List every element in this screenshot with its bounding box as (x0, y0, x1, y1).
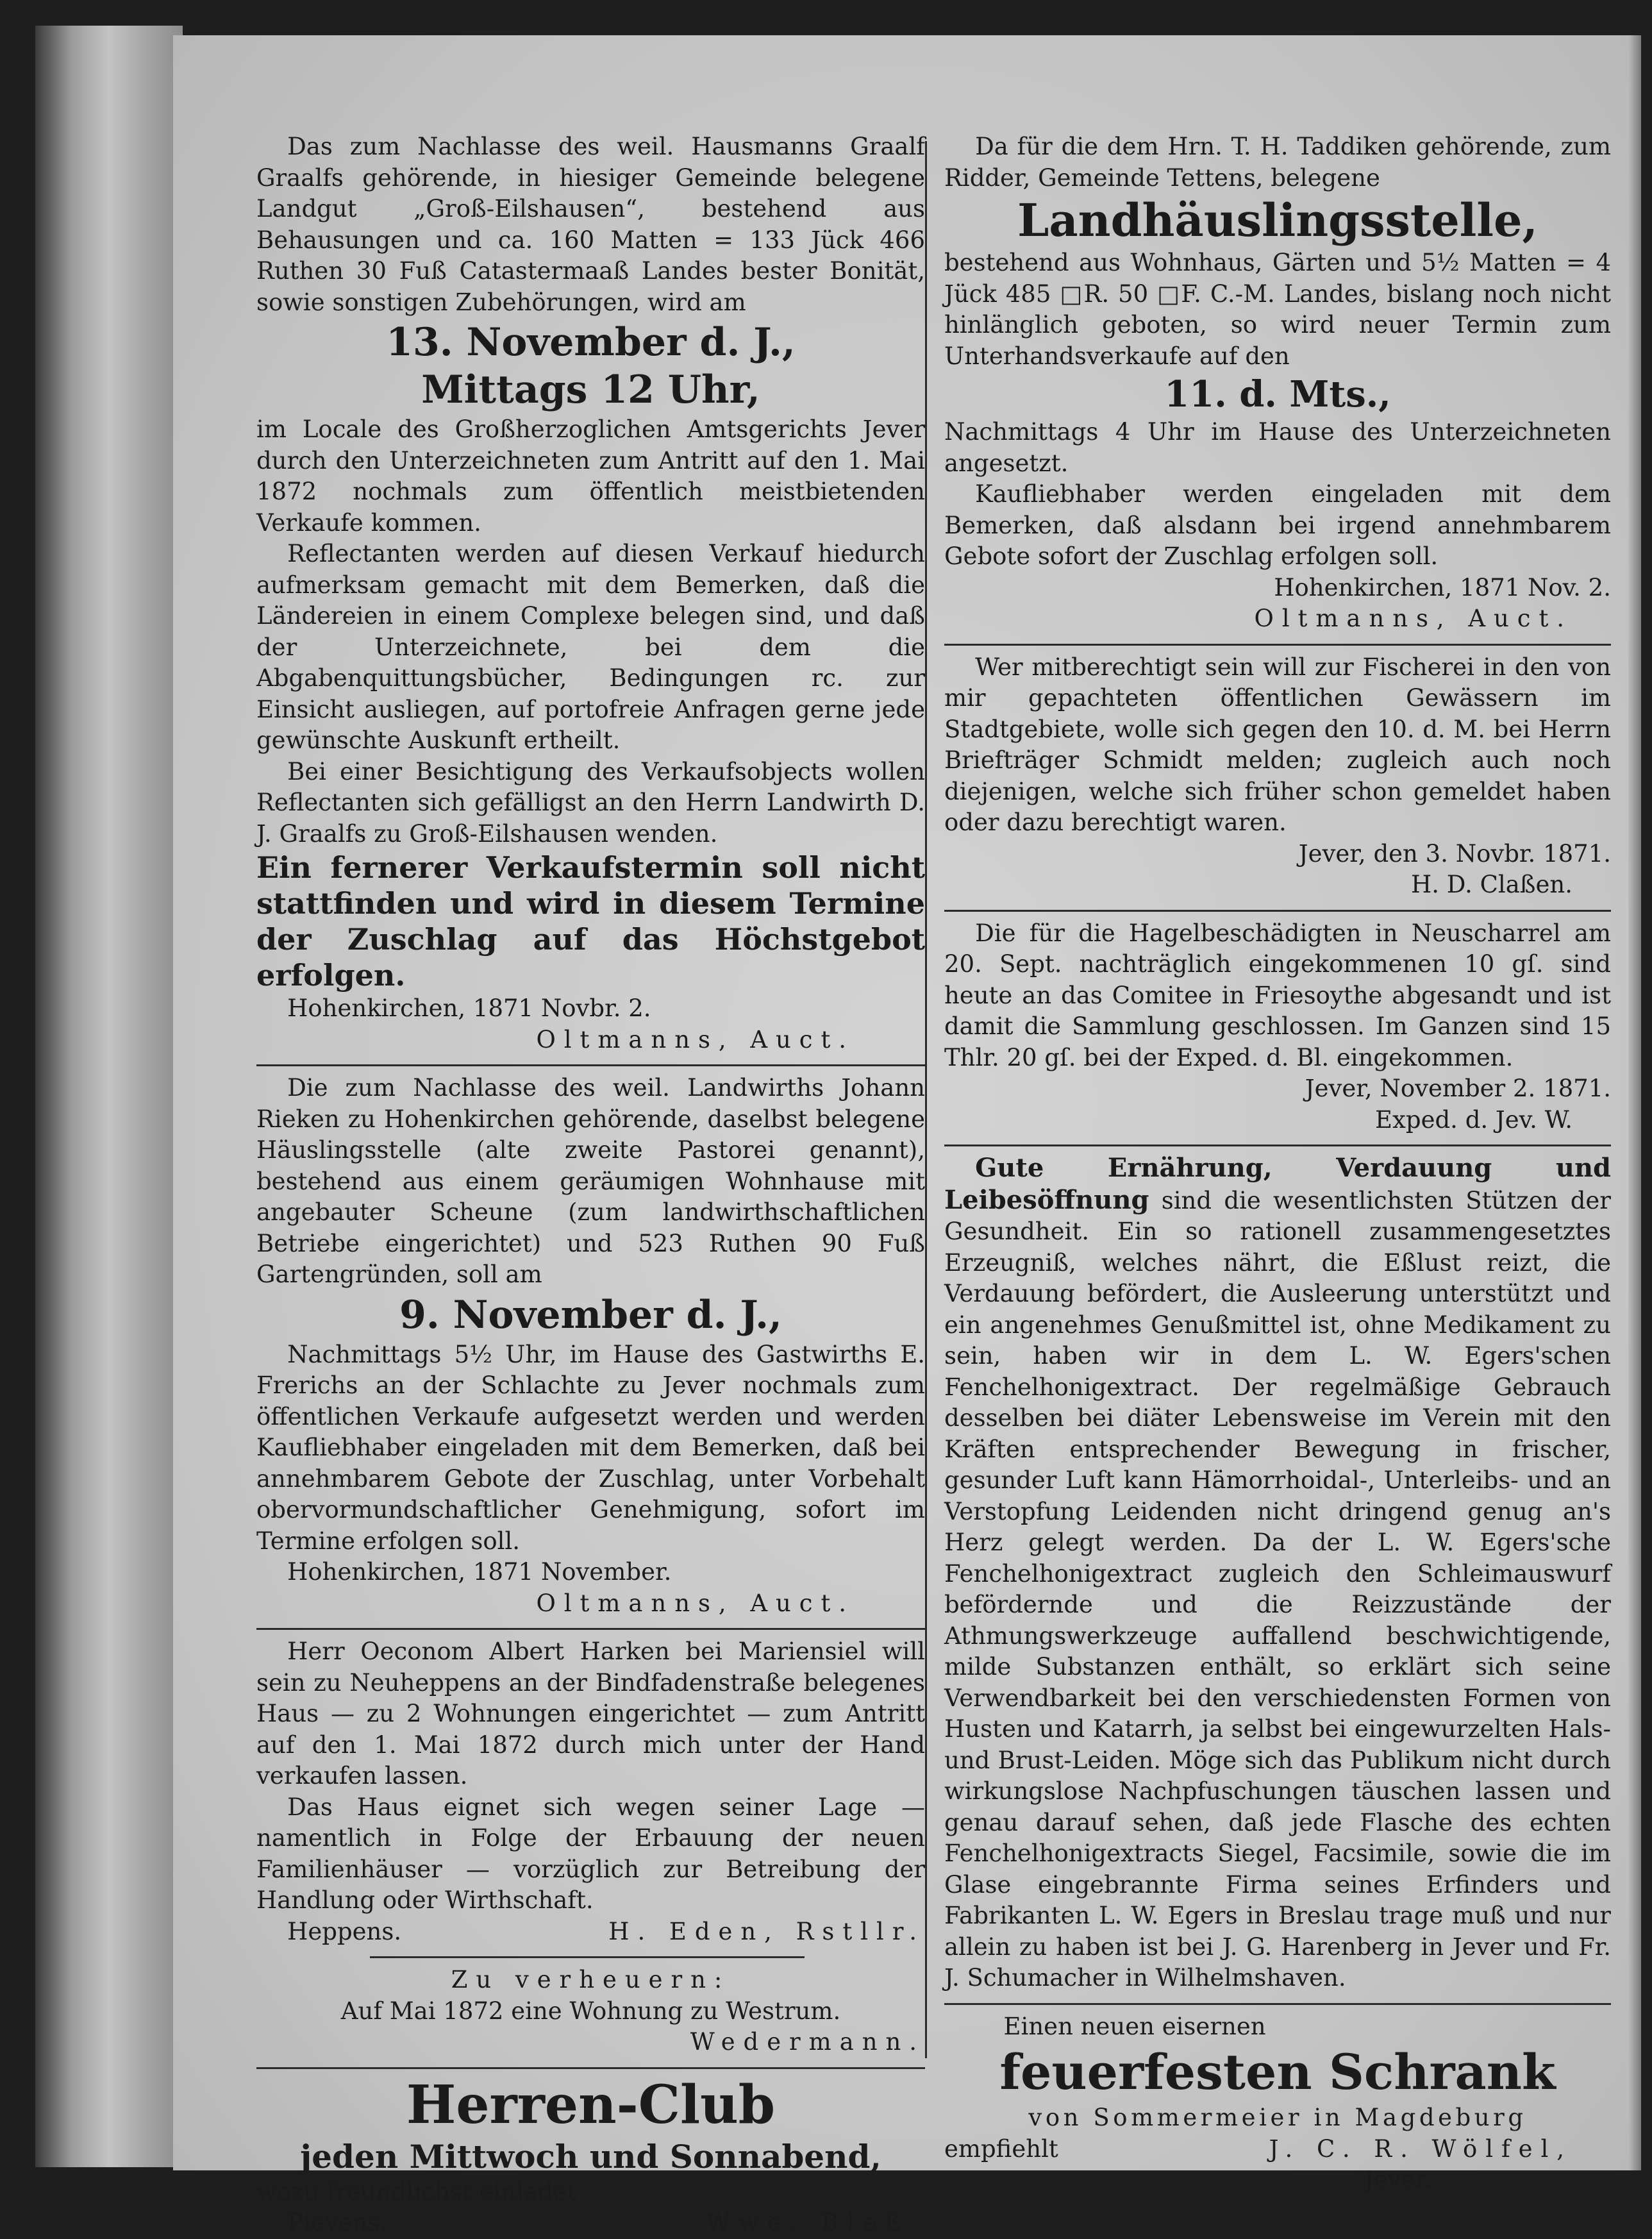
separator-rule (944, 2003, 1611, 2005)
auction-date: 9. November d. J., (399, 1292, 782, 1338)
maker-line: von Sommermeier in Magdeburg (1028, 2104, 1527, 2131)
ad-body: Das zum Nachlasse des weil. Hausmanns Graalf Graalfs gehörende, in hiesiger Gemeinde belegene Landgut „Groß-Eilshausen“, bestehend aus Behausungen und ca. 160 Matten = 133 Jück 466 Ruthen 30 Fuß Catastermaaß Landes bester Bonität, sowie sonstigen Zubehörungen, wird am (256, 133, 925, 316)
signature: H. D. Claßen. (1410, 871, 1573, 898)
place: Jever. (1364, 2166, 1431, 2193)
ad-body (944, 1153, 1611, 1994)
place: Pievens. (287, 2209, 388, 2236)
ad-body-text: sind die wesentlichsten Stützen der Gesundheit. Ein so rationell zusammengesetztes Erzeugniß, welches nährt, die Eßlust reizt, die Verdauung befördert, die Ausleerung unterstützt und ein angenehmes Genußmittel ist, ohne Medikament zu sein, haben wir in dem L. W. Egers'schen Fenchelhonigextract. Der regelmäßige Gebrauch desselben bei diäter Lebensweise im Verein mit den Kräften entsprechender Bewegung in frischer, gesunder Luft kann Hämorrhoidal-, Unterleibs- und an Verstopfung Leidenden nicht dringend genug an's Herz gelegt werden. Da der L. W. Egers'sche Fenchelhonigextract zugleich den Schleimauswurf befördernde und die Reizzustände der Athmungswerkzeuge auffallend beschwichtigende, milde Substanzen enthält, so erklärt sich seine Verwendbarkeit bei den verschiedensten Formen von Husten und Katarrh, ja selbst bei eingewurzelten Hals- und Brust-Leiden. Möge sich das Publikum nicht durch wirkungslose Nachpfuschungen täuschen lassen und genau darauf sehen, daß jede Flasche des echten Fenchelhonigextracts Siegel, Facsimile, sowie die im Glase eingebrannte Firma seines Erfinders und Fabrikanten L. W. Egers in Breslau trage muß und nur allein zu haben ist bei J. G. Harenberg in Jever und Fr. J. Schumacher in Wilhelmshaven. (944, 1186, 1611, 1992)
ad-fishing-rights (944, 652, 1611, 901)
ad-body: Wer mitberechtigt sein will zur Fischerei in den von mir gepachteten öffentlichen Gewässern im Stadtgebiete, wolle sich gegen den 10. d. M. bei Herrn Briefträger Schmidt melden; zugleich auch noch diejenigen, welche sich früher schon gemeldet haben oder dazu berechtigt waren. (944, 653, 1611, 836)
ad-body: Auf Mai 1872 eine Wohnung zu Westrum. (340, 1997, 841, 2025)
ad-body: Nachmittags 4 Uhr im Hause des Unterzeichneten angesetzt. (944, 418, 1611, 477)
left-column (256, 131, 925, 2239)
place: Heppens. (287, 1917, 402, 1945)
separator-rule (944, 910, 1611, 912)
separator-rule (256, 2067, 925, 2069)
signature: Oltmanns, Auct. (536, 1025, 855, 1053)
ad-intro: Da für die dem Hrn. T. H. Taddiken gehörende, zum Ridder, Gemeinde Tettens, belegene (944, 133, 1611, 192)
ad-body: im Locale des Großherzoglichen Amtsgerichts Jever durch den Unterzeichneten zum Antritt auf den 1. Mai 1872 nochmals zum öffentlich meistbietenden Verkaufe kommen. (256, 415, 925, 537)
place-date: Hohenkirchen, 1871 Nov. 2. (1274, 573, 1611, 601)
recommend-row (944, 2134, 1611, 2165)
auction-date: 13. November d. J., (386, 320, 796, 365)
ad-fenchelhonig-extract (944, 1153, 1611, 1994)
ad-haeuslingsstelle-sale (256, 1073, 925, 1619)
ad-hail-relief-fund (944, 918, 1611, 1136)
book-page-edges (35, 26, 183, 2167)
ad-apartment-rent (256, 1965, 925, 2058)
ad-body: Herr Oeconom Albert Harken bei Mariensiel will sein zu Neuheppens an der Bindfadenstraße belegenes Haus — zu 2 Wohnungen eingerichtet — zum Antritt auf den 1. Mai 1872 durch mich unter der Hand verkaufen lassen. (256, 1638, 925, 1790)
invite-line: wozu freundlichst einladet (256, 2177, 577, 2206)
auction-time: Mittags 12 Uhr, (421, 367, 760, 412)
place-date: Jever, den 3. Novbr. 1871. (1298, 839, 1611, 868)
newspaper-page (173, 35, 1641, 2236)
signature: Exped. d. Jev. W. (1375, 1105, 1573, 1134)
ad-body: Nachmittags 5½ Uhr, im Hause des Gastwirths E. Frerichs an der Schlachte zu Jever nochmals zum öffentlichen Verkaufe aufgesetzt werden und werden Kaufliebhaber eingeladen mit dem Bemerken, daß bei annehmbarem Gebote der Zuschlag, unter Vorbehalt obervormundschaftlicher Genehmigung, sofort im Termine erfolgen soll. (256, 1340, 925, 1555)
ad-title: Zu verheuern: (451, 1966, 731, 1993)
ad-lead: Gute Ernährung, Verdauung und Leibesöffnung (944, 1153, 1611, 1215)
club-title: Herren-Club (406, 2074, 776, 2136)
recommend-word: empfiehlt (944, 2134, 1058, 2163)
ad-house-sale-heppens (256, 1636, 925, 1947)
page-gutter-shadow (1628, 35, 1641, 2170)
place-date: Jever, November 2. 1871. (1305, 1075, 1611, 1102)
place-signature-row (256, 1916, 925, 1948)
separator-rule (256, 1064, 925, 1066)
ad-fireproof-safe (944, 2011, 1611, 2196)
separator-rule (370, 1956, 805, 1958)
signature: Wwe. Bleß. (705, 2209, 925, 2236)
column-divider (925, 141, 927, 2058)
ad-body: bestehend aus Wohnhaus, Gärten und 5½ Matten = 4 Jück 485 □R. 50 □F. C.-M. Landes, bislang noch nicht hinlänglich geboten, so wird neuer Termin zum Unterhandsverkaufe auf den (944, 249, 1611, 370)
separator-rule (944, 644, 1611, 646)
ad-body: Kaufliebhaber werden eingeladen mit dem Bemerken, daß alsdann bei irgend annehmbarem Gebote sofort der Zuschlag erfolgen soll. (944, 480, 1611, 570)
signature: Wedermann. (690, 2028, 925, 2056)
club-schedule: jeden Mittwoch und Sonnabend, (300, 2137, 881, 2176)
ad-estate-sale-eilshausen (256, 131, 925, 1055)
ad-body: Bei einer Besichtigung des Verkaufsobjects wollen Reflectanten sich gefälligst an den Herrn Landwirth D. J. Graalfs zu Groß-Eilshausen wenden. (256, 757, 925, 848)
product-title: feuerfesten Schrank (999, 2043, 1556, 2101)
place-signature-row (256, 2208, 925, 2239)
ad-body: Reflectanten werden auf diesen Verkauf hiedurch aufmerksam gemacht mit dem Bemerken, daß die Ländereien in einem Complexe belegen sind, und daß der Unterzeichnete, bei dem die Abgabenquittungsbücher, Bedingungen rc. zur Einsicht ausliegen, auf portofreie Anfragen gerne jede gewünschte Auskunft ertheilt. (256, 540, 925, 754)
signature: H. Eden, Rstllr. (608, 1917, 925, 1945)
ad-body: Das Haus eignet sich wegen seiner Lage — namentlich in Folge der Erbauung der neuen Familienhäuser — vorzüglich zur Betreibung der Handlung oder Wirthschaft. (256, 1793, 925, 1914)
ad-herren-club (256, 2075, 925, 2239)
place-date: Hohenkirchen, 1871 November. (287, 1558, 672, 1586)
separator-rule (944, 1145, 1611, 1146)
separator-rule (256, 1628, 925, 1630)
ad-body: Die für die Hagelbeschädigten in Neuscharrel am 20. Sept. nachträglich eingekommenen 10 gſ. sind heute an das Comitee in Friesoythe abgesandt und ist damit die Sammlung geschlossen. Im Ganzen sind 15 Thlr. 20 gſ. bei der Exped. d. Bl. eingekommen. (944, 919, 1611, 1071)
bold-notice: Ein fernerer Verkaufstermin soll nicht stattfinden und wird in diesem Termine der Zuschlag auf das Höchstgebot erfolgen. (256, 850, 925, 993)
sale-date: 11. d. Mts., (1164, 373, 1391, 415)
signature: Oltmanns, Auct. (1254, 605, 1573, 632)
signature: J. C. R. Wölfel, (1269, 2134, 1573, 2163)
ad-body: Die zum Nachlasse des weil. Landwirths Johann Rieken zu Hohenkirchen gehörende, daselbst belegene Häuslingsstelle (alte zweite Pastorei genannt), bestehend aus einem geräumigen Wohnhause mit angebauter Scheune (zum landwirthschaftlichen Betriebe eingerichtet) und 523 Ruthen 90 Fuß Gartengründen, soll am (256, 1074, 925, 1288)
signature: Oltmanns, Auct. (536, 1589, 855, 1617)
place-date: Hohenkirchen, 1871 Novbr. 2. (287, 994, 651, 1022)
ad-intro: Einen neuen eisernen (1003, 2012, 1266, 2040)
property-title: Landhäuslingsstelle, (1017, 194, 1538, 247)
ad-landhaeuslingsstelle (944, 131, 1611, 635)
right-column (944, 131, 1611, 2196)
